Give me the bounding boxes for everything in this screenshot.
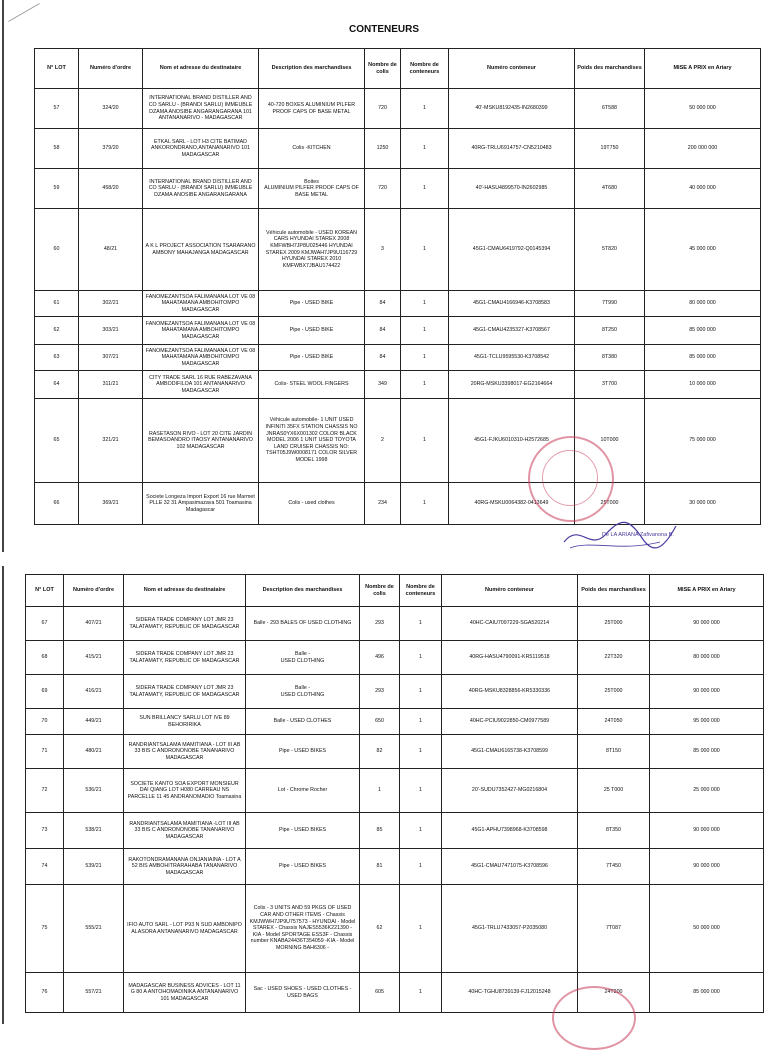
numero-conteneur-cell: 40'-MSKU8192435-IN2680399: [449, 89, 575, 129]
poids-cell: 25 T000: [578, 769, 650, 813]
lot-cell: 71: [26, 735, 64, 769]
numero-conteneur-cell: 40'-HASU4899570-IN2602985: [449, 169, 575, 209]
ordre-cell: 48/21: [79, 209, 143, 291]
lot-cell: 69: [26, 675, 64, 709]
lot-cell: 68: [26, 641, 64, 675]
poids-cell: 7T087: [578, 885, 650, 973]
lot-cell: 65: [35, 399, 79, 483]
colis-cell: 234: [365, 483, 401, 525]
description-cell: Véhicule automobile - USED KOREAN CARS HYUNDAI STAREX 2008 KMFWBH7JP8U025446 HYUNDAI STAREX 2009 KMJWAH7JP9U116729 HYUNDAI STAREX 2010 KMFWBX7JBAU174422: [259, 209, 365, 291]
table-row: [35, 169, 761, 209]
container-table-2: [25, 574, 764, 1013]
numero-conteneur-cell: 40RG-HASU4790091-KR5119518: [442, 641, 578, 675]
prix-cell: 50 000 000: [650, 885, 764, 973]
destinataire-cell: INTERNATIONAL BRAND DISTILLER AND CO SARLU - (BRANDI SARLU) IMMEUBLE DZAMA ANOSIBE ANGARANGARANA: [143, 169, 259, 209]
header-conteneurs: Nombre de conteneurs: [400, 575, 442, 607]
prix-cell: 90 000 000: [650, 607, 764, 641]
description-cell: Pipe - USED BIKES: [246, 735, 360, 769]
table-row: [26, 813, 764, 849]
prix-cell: 40 000 000: [645, 169, 761, 209]
description-cell: Colis - used clothes: [259, 483, 365, 525]
ordre-cell: 415/21: [64, 641, 124, 675]
table-row: [26, 735, 764, 769]
numero-conteneur-cell: 45G1-TRLU7433057-P2035080: [442, 885, 578, 973]
poids-cell: 8T380: [575, 345, 645, 371]
numero-conteneur-cell: 40RG-MSKU0064382-0413649: [449, 483, 575, 525]
table-header-row: [26, 575, 764, 607]
conteneurs-cell: 1: [400, 709, 442, 735]
scan-artifact: [8, 3, 40, 22]
poids-cell: 25T000: [575, 483, 645, 525]
colis-cell: 84: [365, 317, 401, 345]
ordre-cell: 324/20: [79, 89, 143, 129]
conteneurs-cell: 1: [401, 345, 449, 371]
lot-cell: 57: [35, 89, 79, 129]
colis-cell: 650: [360, 709, 400, 735]
destinataire-cell: SIDERA TRADE COMPANY LOT JMR 23 TALATAMATY, REPUBLIC OF MADAGASCAR: [124, 675, 246, 709]
table-row: [26, 675, 764, 709]
numero-conteneur-cell: 45G1-CMAU4235327-K3708567: [449, 317, 575, 345]
numero-conteneur-cell: 45G1-FJKU6010310-H2572685: [449, 399, 575, 483]
lot-cell: 61: [35, 291, 79, 317]
header-colis: Nombre de colis: [365, 49, 401, 89]
prix-cell: 50 000 000: [645, 89, 761, 129]
lot-cell: 73: [26, 813, 64, 849]
poids-cell: 25T000: [578, 675, 650, 709]
table-row: [35, 89, 761, 129]
numero-conteneur-cell: 40HC-PCIU9022850-CM0977589: [442, 709, 578, 735]
colis-cell: 62: [360, 885, 400, 973]
conteneurs-cell: 1: [400, 675, 442, 709]
header-poids: Poids des marchandises: [575, 49, 645, 89]
container-table-1: [34, 48, 761, 525]
description-cell: Pipe - USED BIKE: [259, 291, 365, 317]
header-destinataire: Nom et adresse du destinataire: [143, 49, 259, 89]
table-row: [35, 399, 761, 483]
description-cell: Colis - 3 UNITS AND 59 PKGS OF USED CAR AND OTHER ITEMS - Chassis KMJWWH7JP9U757573 - HYUNDAI - Model STAREX - Chassis NAJES5536K221390 - KIA - Model SPORTAGE ESS3F - Chassis number KNABA24436T354059 -KIA - Model MORNING BAH6306 -: [246, 885, 360, 973]
description-cell: Pipe - USED BIKES: [246, 813, 360, 849]
description-cell: Pipe - USED BIKE: [259, 317, 365, 345]
ordre-cell: 557/21: [64, 973, 124, 1013]
prix-cell: 75 000 000: [645, 399, 761, 483]
poids-cell: 5T820: [575, 209, 645, 291]
header-numero-conteneur: Numéro conteneur: [442, 575, 578, 607]
header-prix: MISE A PRIX en Ariary: [650, 575, 764, 607]
ordre-cell: 307/21: [79, 345, 143, 371]
colis-cell: 85: [360, 813, 400, 849]
conteneurs-cell: 1: [400, 735, 442, 769]
destinataire-cell: IFIO AUTO SARL - LOT P93 N SUD AMBONIPO ALASORA ANTANANARIVO MADAGASCAR: [124, 885, 246, 973]
numero-conteneur-cell: 45G1-APHU7398968-K3708598: [442, 813, 578, 849]
poids-cell: 4T680: [575, 169, 645, 209]
description-cell: Balle - 293 BALES OF USED CLOTHING: [246, 607, 360, 641]
colis-cell: 720: [365, 169, 401, 209]
ordre-cell: 539/21: [64, 849, 124, 885]
lot-cell: 59: [35, 169, 79, 209]
description-cell: Véhicule automobile- 1 UNIT USED INFINITI 35FX STATION CHASSIS NO JNRAS0YX6X001302 COLOR BLACK MODEL 2006 1 UNIT USED TOYOTA LAND CRUISER CHASSIS NO: TSHT05J9W0008171 COLOR SILVER MODEL 1998: [259, 399, 365, 483]
numero-conteneur-cell: 40HC-TGHU8739139-FJ12015248: [442, 973, 578, 1013]
conteneurs-cell: 1: [400, 885, 442, 973]
official-stamp: [552, 986, 636, 1050]
prix-cell: 200 000 000: [645, 129, 761, 169]
page-edge-shadow: [2, 566, 4, 1024]
description-cell: Sac - USED SHOES - USED CLOTHES - USED BAGS: [246, 973, 360, 1013]
prix-cell: 95 000 000: [650, 709, 764, 735]
numero-conteneur-cell: 40RG-TRLU6914757-CN5210483: [449, 129, 575, 169]
ordre-cell: 379/20: [79, 129, 143, 169]
lot-cell: 76: [26, 973, 64, 1013]
poids-cell: 24T050: [578, 709, 650, 735]
table-row: [35, 317, 761, 345]
poids-cell: 8T150: [578, 735, 650, 769]
conteneurs-cell: 1: [401, 399, 449, 483]
ordre-cell: 303/21: [79, 317, 143, 345]
ordre-cell: 458/20: [79, 169, 143, 209]
conteneurs-cell: 1: [400, 607, 442, 641]
ordre-cell: 449/21: [64, 709, 124, 735]
table-row: [26, 607, 764, 641]
lot-cell: 72: [26, 769, 64, 813]
header-prix: MISE A PRIX en Ariary: [645, 49, 761, 89]
table-row: [35, 129, 761, 169]
header-ordre: Numéro d'ordre: [64, 575, 124, 607]
conteneurs-cell: 1: [401, 291, 449, 317]
lot-cell: 63: [35, 345, 79, 371]
lot-cell: 66: [35, 483, 79, 525]
destinataire-cell: A K L PROJECT ASSOCIATION TSARARANO AMBONY MAHAJANGA MADAGASCAR: [143, 209, 259, 291]
description-cell: Colis -KITCHEN: [259, 129, 365, 169]
prix-cell: 30 000 000: [645, 483, 761, 525]
prix-cell: 45 000 000: [645, 209, 761, 291]
destinataire-cell: RANDRIANTSALAMA MAMITIANA -LOT III AB 33 BIS C ANDRONONOBE TANANARIVO MADAGASCAR: [124, 813, 246, 849]
colis-cell: 1: [360, 769, 400, 813]
ordre-cell: 369/21: [79, 483, 143, 525]
page-separator: [0, 552, 768, 566]
description-cell: Pipe - USED BIKE: [259, 345, 365, 371]
poids-cell: 10T000: [575, 399, 645, 483]
destinataire-cell: Societe Longeza Import Export 16 rue Marmet PLLE 32 31 Ampasimazava 501 Toamasina Madagascar: [143, 483, 259, 525]
poids-cell: 8T350: [578, 813, 650, 849]
colis-cell: 720: [365, 89, 401, 129]
colis-cell: 496: [360, 641, 400, 675]
description-cell: Balle - USED CLOTHES: [246, 709, 360, 735]
prix-cell: 85 000 000: [645, 317, 761, 345]
destinataire-cell: FANOMEZANTSOA FALIMANANA LOT VE 08 MAHATAMANA AMBOHITOMPO MADAGASCAR: [143, 345, 259, 371]
poids-cell: 25T000: [578, 607, 650, 641]
page-edge-shadow: [2, 0, 4, 552]
ordre-cell: 416/21: [64, 675, 124, 709]
lot-cell: 58: [35, 129, 79, 169]
destinataire-cell: FANOMEZANTSOA FALIMANANA LOT VE 08 MAHATAMANA AMBOHITOMPO MADAGASCAR: [143, 317, 259, 345]
conteneurs-cell: 1: [401, 89, 449, 129]
conteneurs-cell: 1: [401, 129, 449, 169]
ordre-cell: 321/21: [79, 399, 143, 483]
lot-cell: 67: [26, 607, 64, 641]
table-header-row: [35, 49, 761, 89]
conteneurs-cell: 1: [401, 169, 449, 209]
destinataire-cell: FANOMEZANTSOA FALIMANANA LOT VE 08 MAHATAMANA AMBOHITOMPO MADAGASCAR: [143, 291, 259, 317]
description-cell: Balle - USED CLOTHING: [246, 675, 360, 709]
table-row: [26, 885, 764, 973]
poids-cell: 3T700: [575, 371, 645, 399]
destinataire-cell: MADAGASCAR BUSINESS ADVICES - LOT 11 G 80 A ANTOHOMADINIKA ANTANANARIVO 101 MADAGASCAR: [124, 973, 246, 1013]
header-destinataire: Nom et adresse du destinataire: [124, 575, 246, 607]
conteneurs-cell: 1: [400, 641, 442, 675]
table-row: [26, 641, 764, 675]
destinataire-cell: SIDERA TRADE COMPANY LOT JMR 23 TALATAMATY, REPUBLIC OF MADAGASCAR: [124, 641, 246, 675]
ordre-cell: 538/21: [64, 813, 124, 849]
header-lot: N° LOT: [35, 49, 79, 89]
signature-name: De LA ARIANA Zafivanona B.: [602, 532, 674, 538]
ordre-cell: 555/21: [64, 885, 124, 973]
lot-cell: 74: [26, 849, 64, 885]
header-conteneurs: Nombre de conteneurs: [401, 49, 449, 89]
header-description: Description des marchandises: [246, 575, 360, 607]
poids-cell: 7T450: [578, 849, 650, 885]
prix-cell: 90 000 000: [650, 813, 764, 849]
colis-cell: 293: [360, 607, 400, 641]
colis-cell: 3: [365, 209, 401, 291]
destinataire-cell: SUN BRILLANCY SARLU LOT IVE 89 BEHORIRIKA: [124, 709, 246, 735]
colis-cell: 84: [365, 291, 401, 317]
header-colis: Nombre de colis: [360, 575, 400, 607]
numero-conteneur-cell: 45G1-CMAU6419792-Q0145394: [449, 209, 575, 291]
conteneurs-cell: 1: [400, 973, 442, 1013]
destinataire-cell: RANDRIANTSALAMA MAMITIANA - LOT III AB 33 BIS C ANDRONONOBE TANANARIVO MADAGASCAR: [124, 735, 246, 769]
conteneurs-cell: 1: [401, 209, 449, 291]
numero-conteneur-cell: 20RG-MSKU3398017-EG2164664: [449, 371, 575, 399]
description-cell: Boites ALUMINIUM PILFER PROOF CAPS OF BASE METAL: [259, 169, 365, 209]
prix-cell: 85 000 000: [650, 735, 764, 769]
colis-cell: 605: [360, 973, 400, 1013]
conteneurs-cell: 1: [401, 371, 449, 399]
prix-cell: 80 000 000: [650, 641, 764, 675]
colis-cell: 349: [365, 371, 401, 399]
conteneurs-cell: 1: [400, 813, 442, 849]
description-cell: Lot - Chrome Rocher: [246, 769, 360, 813]
colis-cell: 1250: [365, 129, 401, 169]
description-cell: Colis- STEEL WOOL FINGERS: [259, 371, 365, 399]
poids-cell: 22T320: [578, 641, 650, 675]
colis-cell: 293: [360, 675, 400, 709]
table-row: [35, 371, 761, 399]
destinataire-cell: SIDERA TRADE COMPANY LOT JMR 23 TALATAMATY, REPUBLIC OF MADAGASCAR: [124, 607, 246, 641]
conteneurs-cell: 1: [400, 849, 442, 885]
numero-conteneur-cell: 45G1-TCLU9595530-K3708542: [449, 345, 575, 371]
destinataire-cell: INTERNATIONAL BRAND DISTILLER AND CO SARLU - (BRANDI SARLU) IMMEUBLE DZAMA ANOSIBE ANGARANGARANA 101 ANTANANARIVO - MADAGASCAR: [143, 89, 259, 129]
table-row: [26, 849, 764, 885]
prix-cell: 10 000 000: [645, 371, 761, 399]
ordre-cell: 311/21: [79, 371, 143, 399]
numero-conteneur-cell: 40HC-CAIU7097229-SGA520214: [442, 607, 578, 641]
lot-cell: 62: [35, 317, 79, 345]
page-title: CONTENEURS: [348, 24, 419, 35]
colis-cell: 84: [365, 345, 401, 371]
prix-cell: 25 000 000: [650, 769, 764, 813]
description-cell: 40-720 BOXES ALUMINIUM PILFER PROOF CAPS OF BASE METAL: [259, 89, 365, 129]
destinataire-cell: ETKAL SARL - LOT H3 CITE BATIMAD ANKORONDRANO,ANTANANARIVO 101 MADAGASCAR: [143, 129, 259, 169]
numero-conteneur-cell: 40RG-MSKU8328856-KR5330336: [442, 675, 578, 709]
prix-cell: 85 000 000: [650, 973, 764, 1013]
prix-cell: 90 000 000: [650, 675, 764, 709]
numero-conteneur-cell: 20'-SUDU7352427-MG0216804: [442, 769, 578, 813]
header-poids: Poids des marchandises: [578, 575, 650, 607]
destinataire-cell: RAKOTONDRAMANANA ONJANIAINA - LOT A 52 BIS AMBOHITRARAHABA TANANARIVO MADAGASCAR: [124, 849, 246, 885]
destinataire-cell: SOCIETE KANTO SOA EXPORT MONSIEUR DAI QIANG LOT H080 CARREAU NS PARCELLE 11 45 ANDRANOMADIO Toamasina: [124, 769, 246, 813]
table-row: [35, 209, 761, 291]
poids-cell: 6T588: [575, 89, 645, 129]
lot-cell: 75: [26, 885, 64, 973]
conteneurs-cell: 1: [401, 483, 449, 525]
lot-cell: 60: [35, 209, 79, 291]
table-row: [26, 769, 764, 813]
table-row: [35, 291, 761, 317]
poids-cell: 24T200: [578, 973, 650, 1013]
prix-cell: 80 000 000: [645, 291, 761, 317]
header-description: Description des marchandises: [259, 49, 365, 89]
prix-cell: 85 000 000: [645, 345, 761, 371]
colis-cell: 81: [360, 849, 400, 885]
destinataire-cell: CITY TRADE SARL 16 RUE RABEZAVANA AMBODIFILOA 101 ANTANANARIVO MADAGASCAR: [143, 371, 259, 399]
official-stamp: [528, 436, 614, 522]
poids-cell: 8T250: [575, 317, 645, 345]
description-cell: Pipe - USED BIKES: [246, 849, 360, 885]
ordre-cell: 480/21: [64, 735, 124, 769]
description-cell: Balle - USED CLOTHING: [246, 641, 360, 675]
prix-cell: 90 000 000: [650, 849, 764, 885]
numero-conteneur-cell: 45G1-CMAU4166946-K3708583: [449, 291, 575, 317]
ordre-cell: 536/21: [64, 769, 124, 813]
numero-conteneur-cell: 45G1-CMAU7471075-K3708596: [442, 849, 578, 885]
poids-cell: 7T990: [575, 291, 645, 317]
lot-cell: 70: [26, 709, 64, 735]
numero-conteneur-cell: 45G1-CMAU6165738-K3708599: [442, 735, 578, 769]
table-row: [26, 709, 764, 735]
ordre-cell: 407/21: [64, 607, 124, 641]
header-ordre: Numéro d'ordre: [79, 49, 143, 89]
table-row: [35, 345, 761, 371]
header-lot: N° LOT: [26, 575, 64, 607]
colis-cell: 82: [360, 735, 400, 769]
lot-cell: 64: [35, 371, 79, 399]
conteneurs-cell: 1: [401, 317, 449, 345]
conteneurs-cell: 1: [400, 769, 442, 813]
poids-cell: 19T750: [575, 129, 645, 169]
colis-cell: 2: [365, 399, 401, 483]
ordre-cell: 302/21: [79, 291, 143, 317]
document-page-2: [0, 566, 768, 1024]
table-row: [26, 973, 764, 1013]
header-numero-conteneur: Numéro conteneur: [449, 49, 575, 89]
destinataire-cell: RASETASON RIVO - LOT 20 CITE JARDIN BEMASOANDRO ITAOSY ANTANANARIVO 102 MADAGASCAR: [143, 399, 259, 483]
